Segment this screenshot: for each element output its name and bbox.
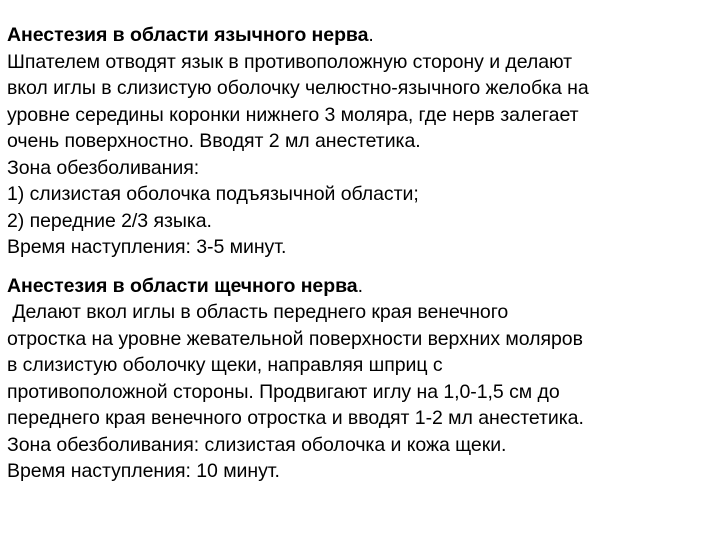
- text-line: Зона обезболивания:: [7, 156, 200, 179]
- text-line: 1) слизистая оболочка подъязычной области;: [7, 183, 419, 205]
- section-title: Анестезия в области щечного нерва: [7, 274, 358, 297]
- text-line: Шпателем отводят язык в противоположную сторону и делают: [7, 50, 573, 73]
- title-period: .: [357, 274, 363, 297]
- section-title: Анестезия в области язычного нерва: [7, 24, 369, 46]
- text-line: Зона обезболивания: слизистая оболочка и кожа щеки.: [7, 433, 507, 456]
- text-line: отростка на уровне жевательной поверхности верхних моляров: [7, 327, 583, 350]
- text-line: вкол иглы в слизистую оболочку челюстно-язычного желобка на: [7, 77, 589, 99]
- text-line: очень поверхностно. Вводят 2 мл анестетика.: [7, 130, 421, 152]
- title-period: .: [368, 24, 374, 46]
- text-line: переднего края венечного отростка и вводят 1-2 мл анестетика.: [7, 407, 584, 429]
- text-line: в слизистую оболочку щеки, направляя шприц с: [7, 354, 443, 376]
- text-line: Время наступления: 10 минут.: [7, 460, 280, 482]
- text-line: Делают вкол иглы в область переднего края венечного: [7, 301, 509, 323]
- text-line: уровне середины коронки нижнего 3 моляра, где нерв залегает: [7, 103, 579, 126]
- slide-text-body: [7, 22, 720, 485]
- text-line: противоположной стороны. Продвигают иглу на 1,0-1,5 см до: [7, 380, 560, 403]
- section-spacer: [7, 261, 720, 273]
- text-line: Время наступления: 3-5 минут.: [7, 236, 287, 258]
- text-line: 2) передние 2/3 языка.: [7, 209, 212, 232]
- section-heading-buccal-nerve: [7, 273, 720, 300]
- section-heading-lingual-nerve: [7, 22, 720, 49]
